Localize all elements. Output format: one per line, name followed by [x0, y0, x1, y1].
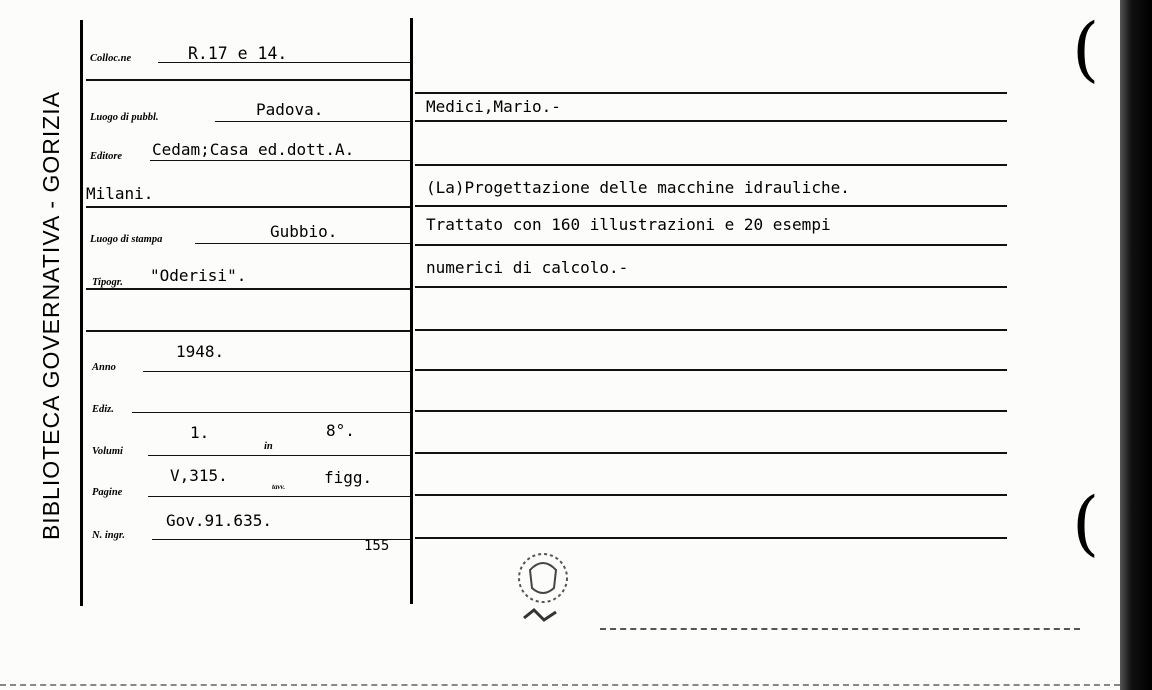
rule: [415, 244, 1007, 246]
collocation-label: Colloc.ne: [90, 53, 132, 64]
title-line-1: (La)Progettazione delle macchine idrauliche.: [426, 178, 850, 197]
left-margin-rule: [80, 20, 83, 606]
title-line-3: numerici di calcolo.-: [426, 258, 629, 277]
rule: [415, 120, 1007, 122]
publisher-value: Cedam;Casa ed.dott.A.: [152, 140, 355, 159]
pages-line: [148, 496, 410, 497]
volumes-label: Volumi: [92, 446, 123, 457]
rule: [86, 288, 410, 290]
printer-value: "Oderisi".: [150, 266, 247, 285]
bottom-mark: [600, 628, 1080, 632]
library-name-vertical: [22, 70, 82, 560]
library-name-text: BIBLIOTECA GOVERNATIVA - GORIZIA: [38, 90, 65, 540]
rule: [415, 537, 1007, 539]
publication-place-label: Luogo di pubbl.: [90, 112, 159, 123]
rule: [415, 494, 1007, 496]
rule: [415, 369, 1007, 371]
rule: [86, 206, 410, 208]
printing-place-line: [195, 243, 410, 244]
plates-label: tavv.: [272, 483, 286, 491]
format-value: 8°.: [326, 421, 355, 440]
collocation-value: R.17 e 14.: [188, 44, 288, 63]
format-in-label: in: [264, 441, 273, 452]
column-divider-rule: [410, 18, 413, 604]
price-note-value: 155: [364, 538, 390, 554]
author-value: Medici,Mario.-: [426, 97, 561, 116]
publisher-value-continued: Milani.: [86, 184, 154, 203]
volumes-line: [148, 455, 410, 456]
pages-label: Pagine: [92, 487, 123, 498]
publisher-line: [150, 160, 410, 161]
accession-number-value: Gov.91.635.: [166, 511, 272, 530]
library-stamp-icon: [510, 548, 576, 624]
rule: [415, 205, 1007, 207]
rule: [415, 329, 1007, 331]
publisher-label: Editore: [90, 151, 123, 162]
rule: [415, 92, 1007, 94]
edition-label: Ediz.: [92, 404, 114, 415]
rule: [415, 286, 1007, 288]
bottom-edge-mark: [0, 684, 1120, 688]
card-right-edge: [1120, 0, 1152, 690]
publication-place-value: Padova.: [256, 100, 324, 119]
year-value: 1948.: [176, 342, 225, 361]
binder-clip-bottom-icon: (: [1072, 482, 1100, 564]
binder-clip-top-icon: (: [1072, 8, 1100, 90]
printing-place-value: Gubbio.: [270, 222, 338, 241]
rule: [415, 410, 1007, 412]
rule: [415, 452, 1007, 454]
volumes-value: 1.: [190, 423, 210, 442]
edition-line: [132, 412, 410, 413]
rule: [415, 164, 1007, 166]
year-label: Anno: [92, 362, 116, 373]
accession-number-label: N. ingr.: [92, 530, 125, 541]
pages-value: V,315.: [170, 466, 228, 485]
printing-place-label: Luogo di stampa: [90, 234, 163, 245]
rule: [86, 330, 410, 332]
plates-value: figg.: [324, 468, 373, 487]
title-line-2: Trattato con 160 illustrazioni e 20 esempi: [426, 215, 831, 234]
publication-place-line: [215, 121, 410, 122]
rule: [86, 79, 410, 81]
printer-label: Tipogr.: [92, 277, 123, 288]
year-line: [143, 371, 410, 372]
